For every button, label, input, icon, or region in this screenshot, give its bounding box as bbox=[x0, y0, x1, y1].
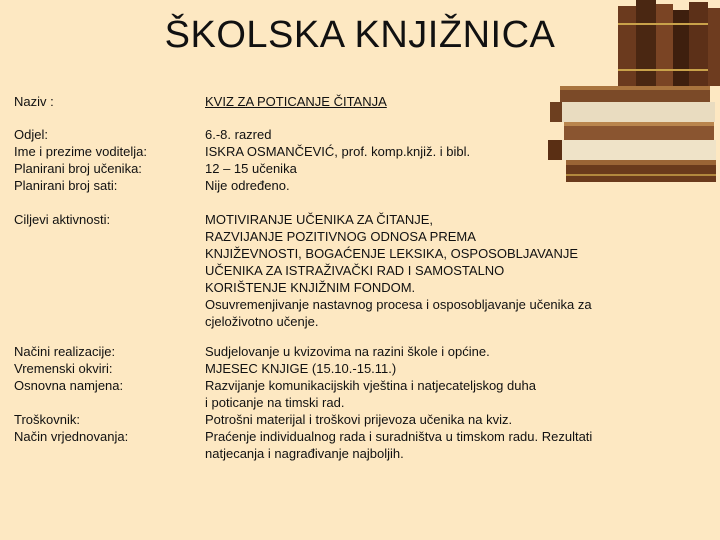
label-broj-sati: Planirani broj sati: bbox=[14, 178, 118, 193]
naziv-value: KVIZ ZA POTICANJE ČITANJA bbox=[205, 94, 387, 109]
realizacija-text bbox=[205, 343, 635, 462]
label-voditelj: Ime i prezime voditelja: bbox=[14, 144, 147, 159]
value-voditelj: ISKRA OSMANČEVIĆ, prof. komp.knjiž. i bibl. bbox=[205, 144, 471, 159]
label-osnovna-namjena: Osnovna namjena: bbox=[14, 378, 124, 393]
realizacija-line: Sudjelovanje u kvizovima na razini škole i općine. bbox=[205, 344, 490, 359]
realizacija-line: MJESEC KNJIGE (15.10.-15.11.) bbox=[205, 361, 397, 376]
info-values bbox=[205, 126, 635, 194]
ciljevi-line: UČENIKA ZA ISTRAŽIVAČKI RAD I SAMOSTALNO bbox=[205, 263, 505, 278]
ciljevi-text bbox=[205, 211, 635, 330]
realizacija-line: i poticanje na timski rad. bbox=[205, 395, 345, 410]
ciljevi-line: RAZVIJANJE POZITIVNOG ODNOSA PREMA bbox=[205, 229, 476, 244]
label-troskovnik: Troškovnik: bbox=[14, 412, 80, 427]
ciljevi-line: MOTIVIRANJE UČENIKA ZA ČITANJE, bbox=[205, 212, 434, 227]
page-title: ŠKOLSKA KNJIŽNICA bbox=[164, 14, 556, 56]
label-odjel: Odjel: bbox=[14, 127, 48, 142]
info-labels bbox=[14, 126, 199, 194]
naziv-label: Naziv : bbox=[14, 94, 54, 109]
label-vrjednovanje: Način vrjednovanja: bbox=[14, 429, 129, 444]
realizacija-line: Razvijanje komunikacijskih vještina i natjecateljskog duha bbox=[205, 378, 536, 393]
label-vremenski-okviri: Vremenski okviri: bbox=[14, 361, 113, 376]
realizacija-line: natjecanja i nagrađivanje najboljih. bbox=[205, 446, 404, 461]
label-broj-ucenika: Planirani broj učenika: bbox=[14, 161, 142, 176]
realizacija-line: Potrošni materijal i troškovi prijevoza učenika na kviz. bbox=[205, 412, 513, 427]
value-broj-ucenika: 12 – 15 učenika bbox=[205, 161, 297, 176]
label-spacer bbox=[14, 394, 199, 411]
label-nacini-realizacije: Načini realizacije: bbox=[14, 344, 116, 359]
ciljevi-line: Osuvremenjivanje nastavnog procesa i osposobljavanje učenika za bbox=[205, 297, 592, 312]
ciljevi-line: cjeloživotno učenje. bbox=[205, 314, 319, 329]
ciljevi-label: Ciljevi aktivnosti: bbox=[14, 212, 111, 227]
value-broj-sati: Nije određeno. bbox=[205, 178, 290, 193]
realizacija-labels bbox=[14, 343, 199, 445]
ciljevi-line: KNJIŽEVNOSTI, BOGAĆENJE LEKSIKA, OSPOSOBLJAVANJE bbox=[205, 246, 579, 261]
value-odjel: 6.-8. razred bbox=[205, 127, 272, 142]
realizacija-line: Praćenje individualnog rada i suradništva u timskom radu. Rezultati bbox=[205, 429, 593, 444]
ciljevi-line: KORIŠTENJE KNJIŽNIM FONDOM. bbox=[205, 280, 416, 295]
